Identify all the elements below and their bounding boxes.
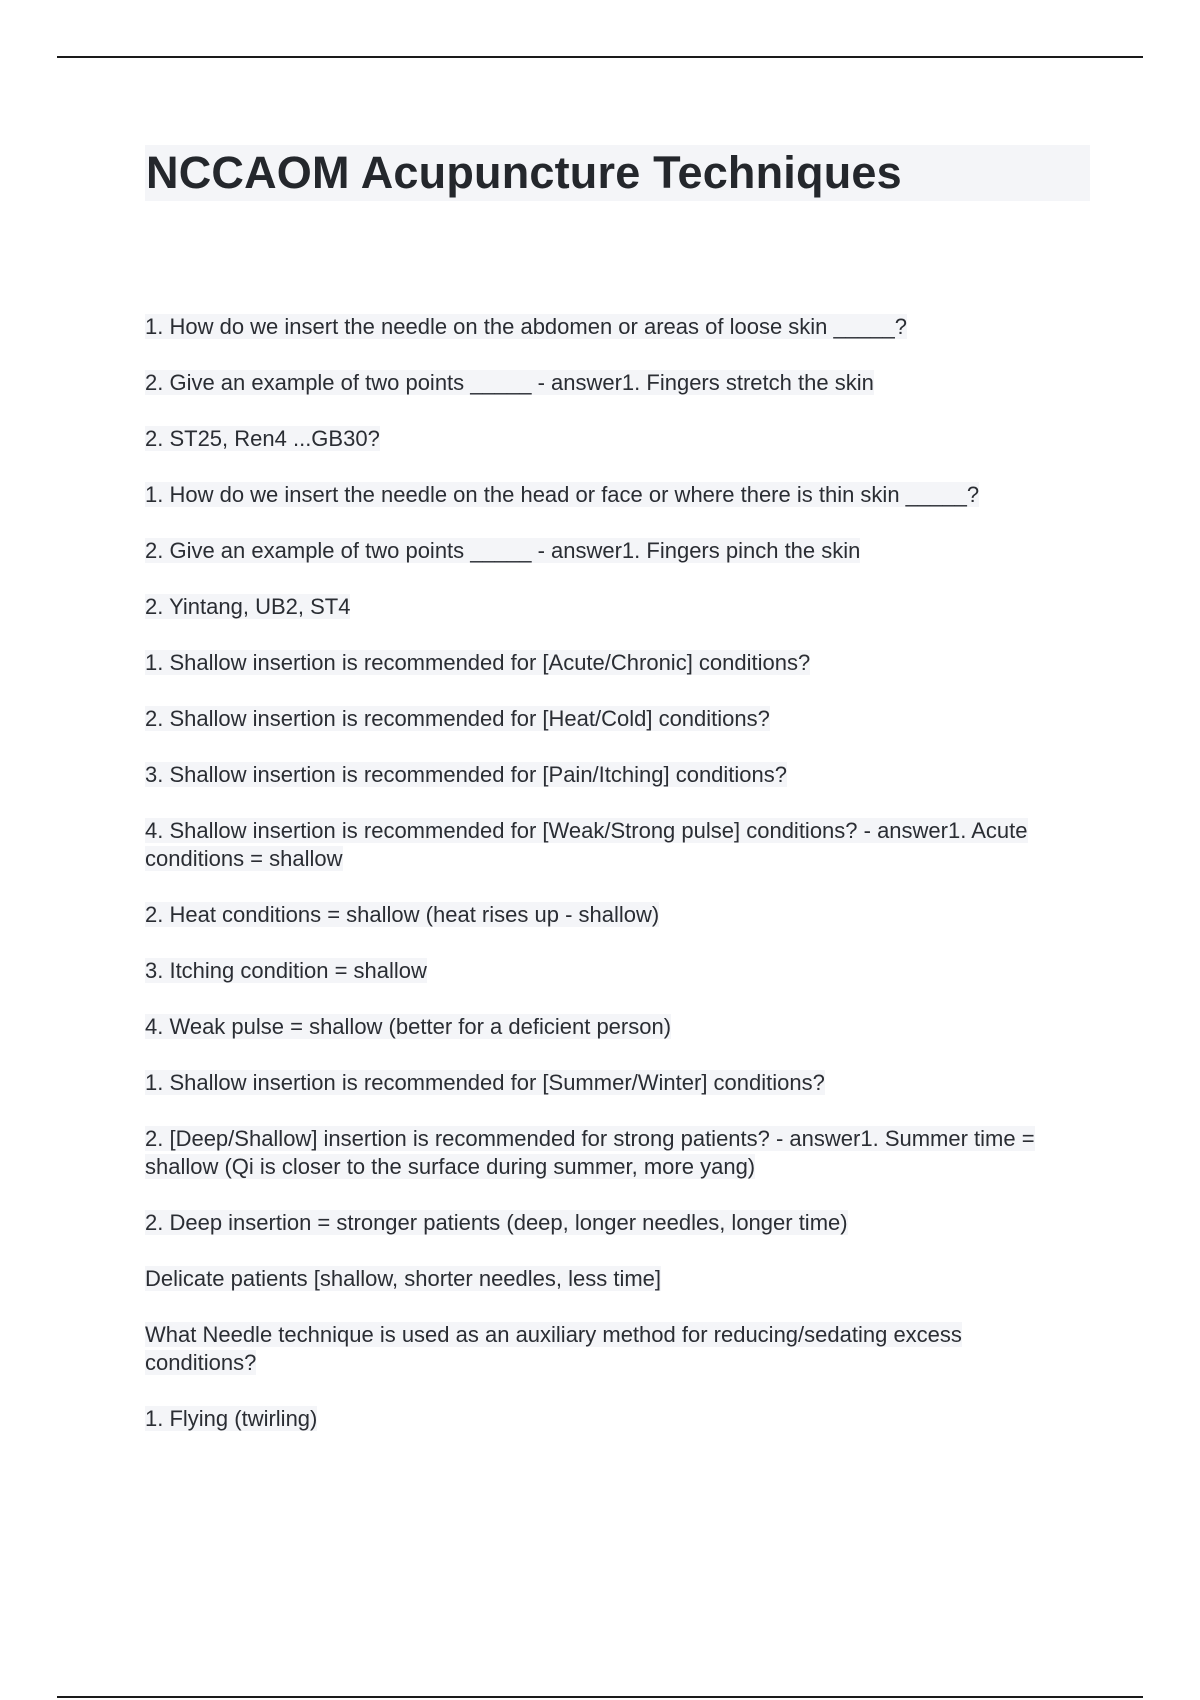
line-text: 1. Flying (twirling) [145,1406,318,1431]
text-line-10 [145,817,1075,873]
text-line-9 [145,761,1075,789]
text-line-2 [145,369,1075,397]
text-line-18 [145,1321,1075,1377]
text-line-13 [145,1013,1075,1041]
text-line-15 [145,1125,1075,1181]
text-line-14 [145,1069,1075,1097]
bottom-divider [57,1696,1143,1698]
line-text: 2. Yintang, UB2, ST4 [145,594,351,619]
line-text: 2. Heat conditions = shallow (heat rises up - shallow) [145,902,660,927]
text-line-8 [145,705,1075,733]
document-title: NCCAOM Acupuncture Techniques [146,147,902,198]
text-line-1 [145,313,1075,341]
text-line-6 [145,593,1075,621]
line-text: 2. [Deep/Shallow] insertion is recommended for strong patients? - answer1. Summer time = shallow (Qi is closer to the surface during summer, more yang) [145,1126,1035,1179]
line-text: What Needle technique is used as an auxiliary method for reducing/sedating excess conditions? [145,1322,962,1375]
line-text: 1. Shallow insertion is recommended for [Acute/Chronic] conditions? [145,650,811,675]
line-text: Delicate patients [shallow, shorter needles, less time] [145,1266,662,1291]
text-line-3 [145,425,1075,453]
line-text: 4. Weak pulse = shallow (better for a deficient person) [145,1014,672,1039]
line-text: 2. Shallow insertion is recommended for [Heat/Cold] conditions? [145,706,770,731]
text-line-16 [145,1209,1075,1237]
text-line-4 [145,481,1075,509]
text-line-11 [145,901,1075,929]
line-text: 3. Itching condition = shallow [145,958,427,983]
line-text: 2. ST25, Ren4 ...GB30? [145,426,380,451]
text-line-7 [145,649,1075,677]
document-body [145,313,1075,1461]
line-text: 3. Shallow insertion is recommended for [Pain/Itching] conditions? [145,762,788,787]
top-divider [57,56,1143,58]
text-line-19 [145,1405,1075,1433]
text-line-12 [145,957,1075,985]
line-text: 2. Give an example of two points _____ - answer1. Fingers pinch the skin [145,538,861,563]
text-line-5 [145,537,1075,565]
line-text: 1. Shallow insertion is recommended for [Summer/Winter] conditions? [145,1070,825,1095]
line-text: 2. Give an example of two points _____ - answer1. Fingers stretch the skin [145,370,874,395]
line-text: 2. Deep insertion = stronger patients (deep, longer needles, longer time) [145,1210,848,1235]
line-text: 4. Shallow insertion is recommended for [Weak/Strong pulse] conditions? - answer1. Acute conditions = shallow [145,818,1028,871]
line-text: 1. How do we insert the needle on the head or face or where there is thin skin _____? [145,482,980,507]
line-text: 1. How do we insert the needle on the abdomen or areas of loose skin _____? [145,314,907,339]
text-line-17 [145,1265,1075,1293]
